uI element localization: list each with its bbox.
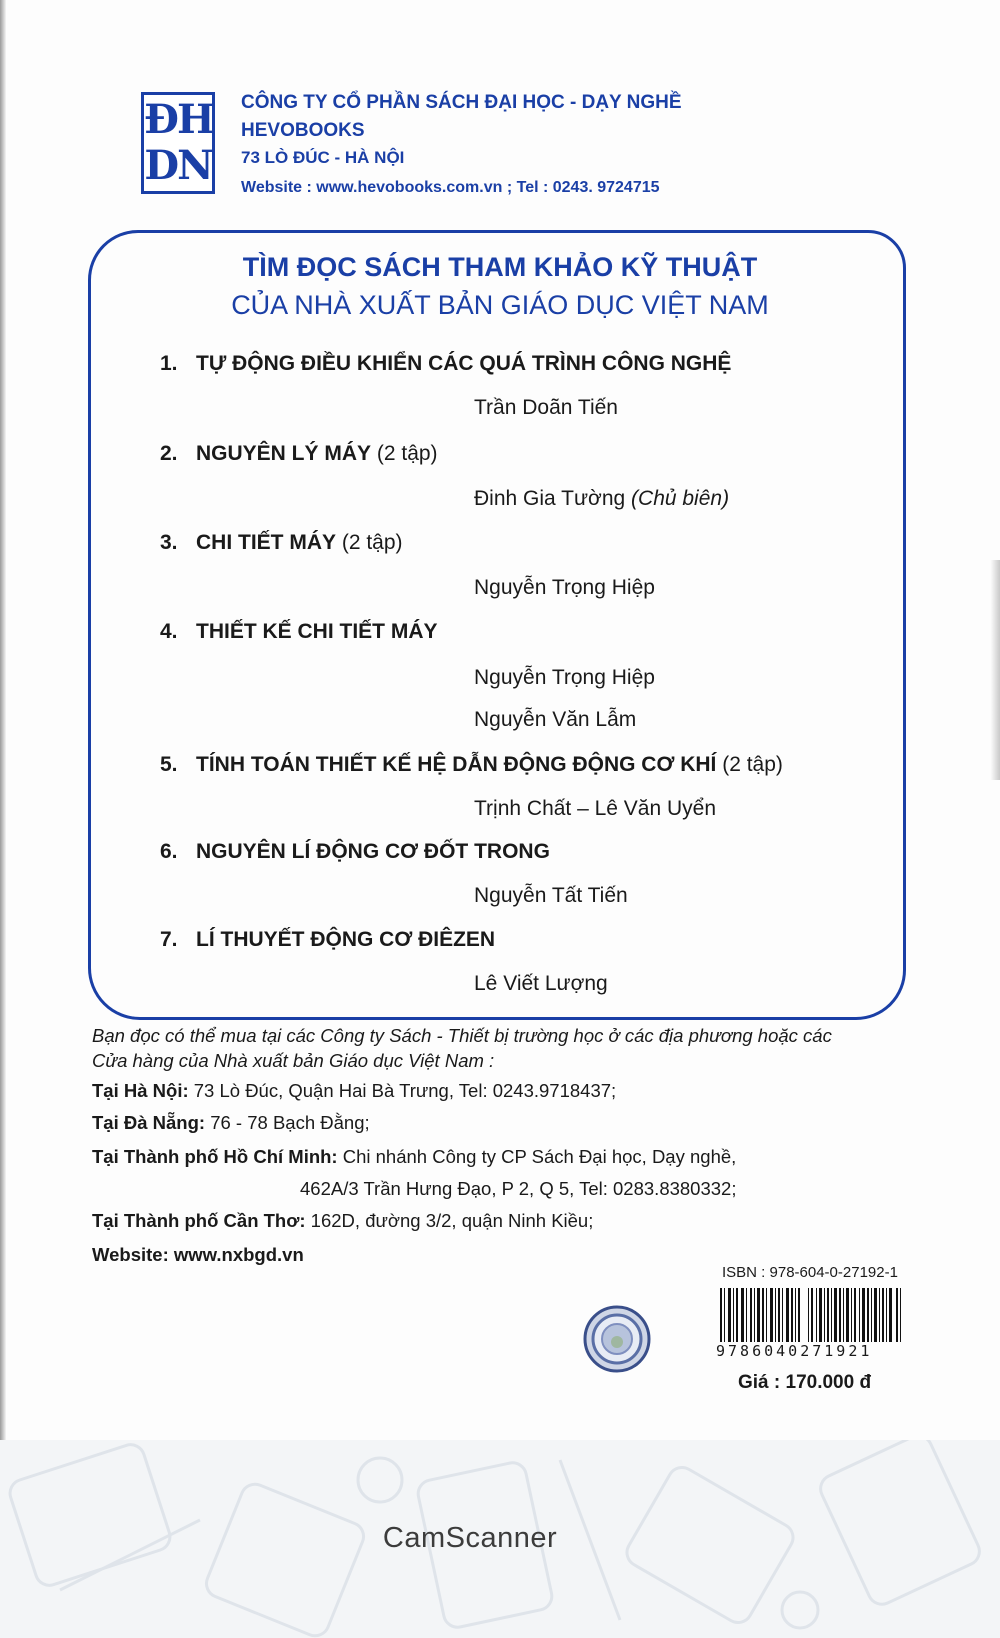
website-label: Website: — [92, 1244, 169, 1265]
book-author — [474, 972, 608, 996]
store-address: Chi nhánh Công ty CP Sách Đại học, Dạy nghề, — [337, 1146, 737, 1167]
store-label: Tại Hà Nội: — [92, 1080, 189, 1101]
publisher-brand: HEVOBOOKS — [241, 120, 365, 141]
book-number: 6. — [160, 840, 178, 863]
purchase-info-line2: Cửa hàng của Nhà xuất bản Giáo dục Việt Nam : — [92, 1050, 495, 1071]
book-author — [474, 666, 655, 690]
page-edge-shadow-right — [990, 560, 1000, 780]
author-name: Trần Doãn Tiến — [474, 396, 618, 419]
price-label: Giá : 170.000 đ — [738, 1372, 872, 1393]
author-name: Nguyễn Trọng Hiệp — [474, 576, 655, 599]
store-hanoi — [92, 1080, 616, 1102]
publisher-website — [92, 1244, 304, 1266]
book-author — [474, 487, 729, 511]
book-volumes: (2 tập) — [336, 531, 403, 554]
store-hcm — [92, 1146, 736, 1168]
book-author — [474, 884, 628, 908]
scanner-brand: CamScanner — [382, 1522, 558, 1554]
isbn-label: ISBN : 978-604-0-27192-1 — [722, 1264, 898, 1281]
author-name: Đinh Gia Tường — [474, 487, 626, 510]
book-number: 4. — [160, 620, 178, 643]
publisher-company: CÔNG TY CỔ PHẦN SÁCH ĐẠI HỌC - DẠY NGHỀ — [241, 92, 682, 113]
store-address: 76 - 78 Bạch Đằng; — [205, 1112, 370, 1133]
author-name: Trịnh Chất – Lê Văn Uyển — [474, 797, 717, 820]
logo-letters-bottom: DN — [144, 142, 212, 189]
book-name: LÍ THUYẾT ĐỘNG CƠ ĐIÊZEN — [196, 928, 496, 951]
author-name: Nguyễn Trọng Hiệp — [474, 666, 655, 689]
publisher-address: 73 LÒ ĐÚC - HÀ NỘI — [241, 148, 405, 167]
store-hcm-address: 462A/3 Trần Hưng Đạo, P 2, Q 5, Tel: 0283.8380332; — [300, 1178, 737, 1199]
book-number: 1. — [160, 352, 178, 375]
store-cantho — [92, 1210, 593, 1232]
book-list-subheading: CỦA NHÀ XUẤT BẢN GIÁO DỤC VIỆT NAM — [231, 290, 769, 320]
book-name: NGUYÊN LÝ MÁY — [196, 442, 372, 465]
author-name: Nguyễn Tất Tiến — [474, 884, 628, 907]
store-danang — [92, 1112, 370, 1134]
book-name: TÍNH TOÁN THIẾT KẾ HỆ DẪN ĐỘNG ĐỘNG CƠ KHÍ — [196, 753, 717, 776]
barcode-number: 9786040271921 — [716, 1342, 906, 1360]
book-name: CHI TIẾT MÁY — [196, 531, 336, 554]
book-name: TỰ ĐỘNG ĐIỀU KHIỂN CÁC QUÁ TRÌNH CÔNG NGHỆ — [196, 352, 732, 375]
book-number: 5. — [160, 753, 178, 776]
store-label: Tại Thành phố Hồ Chí Minh: — [92, 1146, 338, 1167]
store-label: Tại Đà Nẵng: — [92, 1112, 206, 1133]
book-title — [160, 620, 438, 644]
book-volumes: (2 tập) — [716, 753, 783, 776]
author-name: Lê Viết Lượng — [474, 972, 608, 995]
book-number: 2. — [160, 442, 178, 465]
book-number: 3. — [160, 531, 178, 554]
book-title — [160, 531, 403, 555]
book-author — [474, 797, 716, 821]
book-title — [160, 442, 438, 466]
page-edge-shadow — [0, 0, 6, 1440]
logo-letters-top: ĐH — [144, 96, 213, 143]
book-author — [474, 396, 618, 420]
store-label: Tại Thành phố Cần Thơ: — [92, 1210, 306, 1231]
book-title — [160, 928, 495, 952]
purchase-info-line1: Bạn đọc có thể mua tại các Công ty Sách - Thiết bị trường học ở các địa phương hoặc các — [92, 1025, 832, 1046]
publisher-logo — [141, 92, 215, 194]
book-author — [474, 576, 655, 600]
book-list-heading: TÌM ĐỌC SÁCH THAM KHẢO KỸ THUẬT — [242, 252, 758, 282]
book-title — [160, 840, 550, 864]
book-number: 7. — [160, 928, 178, 951]
hologram-seal-icon — [582, 1304, 652, 1374]
store-address: 162D, đường 3/2, quận Ninh Kiều; — [305, 1210, 594, 1231]
book-name: NGUYÊN LÍ ĐỘNG CƠ ĐỐT TRONG — [196, 840, 550, 863]
book-name: THIẾT KẾ CHI TIẾT MÁY — [196, 620, 438, 643]
book-title — [160, 753, 783, 777]
book-title — [160, 352, 731, 376]
website-url: www.nxbgd.vn — [168, 1244, 304, 1265]
author-role: (Chủ biên) — [631, 487, 730, 510]
book-volumes: (2 tập) — [371, 442, 438, 465]
store-address: 73 Lò Đúc, Quận Hai Bà Trưng, Tel: 0243.9718437; — [188, 1080, 617, 1101]
book-author — [474, 708, 636, 732]
author-name: Nguyễn Văn Lẫm — [474, 708, 637, 731]
publisher-contact: Website : www.hevobooks.com.vn ; Tel : 0243. 9724715 — [241, 179, 660, 196]
